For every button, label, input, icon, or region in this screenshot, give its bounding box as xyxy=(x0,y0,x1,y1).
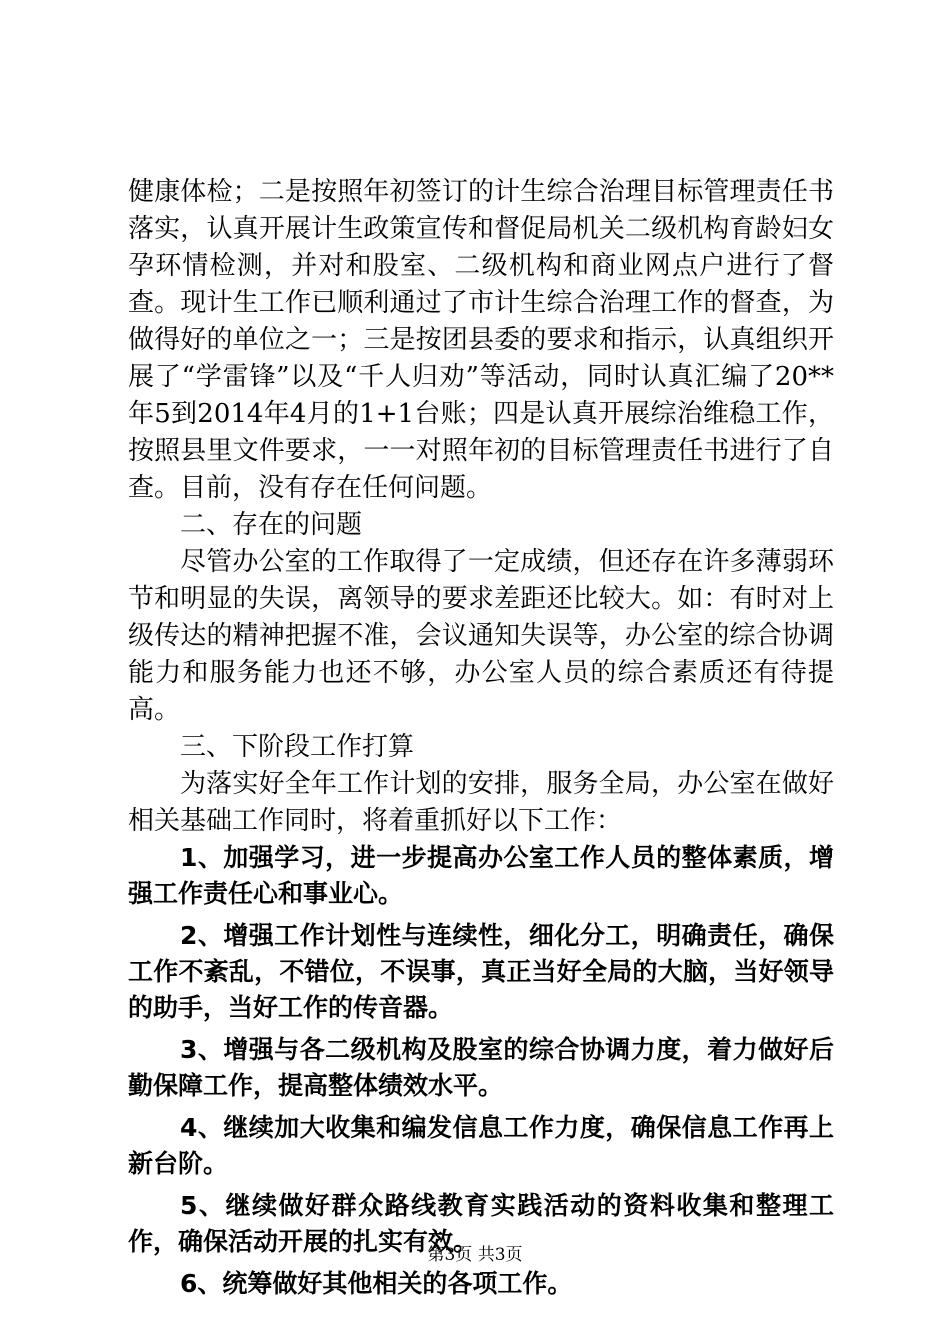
section-heading-plan: 三、下阶段工作打算 xyxy=(180,732,415,762)
plan-list-item: 4、继续加大收集和编发信息工作力度，确保信息工作再上新台阶。 xyxy=(128,1113,834,1178)
plan-list-item: 6、统筹做好其他相关的各项工作。 xyxy=(180,1269,573,1298)
plan-list xyxy=(128,840,834,1302)
section-paragraph-plan-intro: 为落实好全年工作计划的安排，服务全局，办公室在做好相关基础工作同时，将着重抓好以下工作： xyxy=(128,769,834,836)
page-footer: 第3页 共3页 xyxy=(427,1245,523,1265)
plan-list-item: 5、继续做好群众路线教育实践活动的资料收集和整理工作，确保活动开展的扎实有效。 xyxy=(128,1191,834,1256)
section-heading-problems: 二、存在的问题 xyxy=(180,510,363,540)
section-paragraph-problems: 尽管办公室的工作取得了一定成绩，但还存在许多薄弱环节和明显的失误，离领导的要求差距还比较大。如：有时对上级传达的精神把握不准，会议通知失误等，办公室的综合协调能力和服务能力也还不够，办公室人员的综合素质还有待提高。 xyxy=(128,547,834,725)
paragraph-continued: 健康体检；二是按照年初签订的计生综合治理目标管理责任书落实，认真开展计生政策宣传和督促局机关二级机构育龄妇女孕环情检测，并对和股室、二级机构和商业网点户进行了督查。现计生工作已顺利通过了市计生综合治理工作的督查，为做得好的单位之一；三是按团县委的要求和指示，认真组织开展了“学雷锋”以及“千人归劝”等活动，同时认真汇编了20**年5到2014年4月的1+1台账；四是认真开展综治维稳工作，按照县里文件要求，一一对照年初的目标管理责任书进行了自查。目前，没有存在任何问题。 xyxy=(128,177,834,503)
plan-list-item: 3、增强与各二级机构及股室的综合协调力度，着力做好后勤保障工作，提高整体绩效水平。 xyxy=(128,1035,834,1100)
plan-list-item: 1、加强学习，进一步提高办公室工作人员的整体素质，增强工作责任心和事业心。 xyxy=(128,843,834,908)
plan-list-item: 2、增强工作计划性与连续性，细化分工，明确责任，确保工作不紊乱，不错位，不误事，真正当好全局的大脑，当好领导的助手，当好工作的传音器。 xyxy=(128,921,834,1022)
document-body xyxy=(128,174,834,1308)
